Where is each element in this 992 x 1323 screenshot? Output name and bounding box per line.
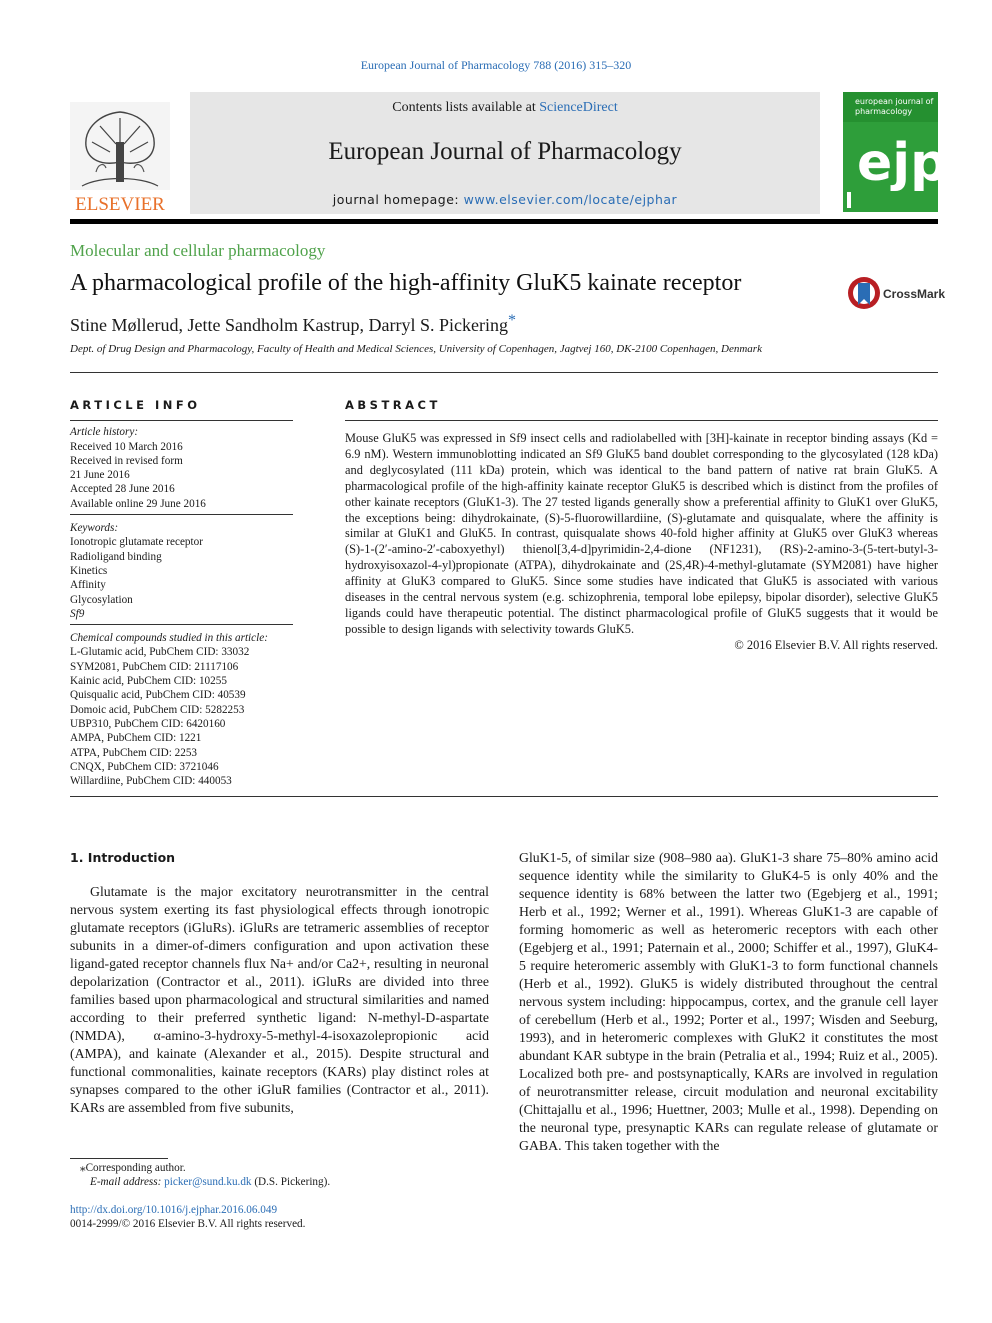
compound-item: AMPA, PubChem CID: 1221	[70, 732, 202, 745]
abstract-column	[345, 398, 938, 654]
article-history	[70, 425, 293, 511]
compound-item: UBP310, PubChem CID: 6420160	[70, 717, 226, 730]
keyword-item: Radioligand binding	[70, 550, 162, 563]
header-rule	[70, 219, 938, 224]
footnote-rule	[70, 1158, 168, 1159]
author-list	[70, 312, 516, 336]
journal-cover-image[interactable]	[843, 92, 948, 212]
title-rule	[70, 372, 938, 373]
elsevier-tree-icon	[70, 102, 170, 214]
journal-homepage-line	[190, 192, 820, 207]
abstract-text: Mouse GluK5 was expressed in Sf9 insect cells and radiolabelled with [3H]-kainate in receptor binding assays (Kd = 6.9 nM). Western immunoblotting indicated an Sf9 GluK5 band doublet corresponding to the glycosylated (128 kDa) and deglycosylated (111 kDa) protein, which was identical to the band pattern of native rat brain GluK5. A pharmacological profile of the high-affinity kainate receptor GluK5 is described which is distinct from the profiles of other kainate receptors (GluK1-3). The 27 tested ligands generally show a preferential affinity to GluK1 over GluK5, the exceptions being: dihydrokainate, (S)-5-fluorowillardiine, (S)-glutamate and quisqualate, where the affinity is similar at GluK1 and GluK5. In contrast, quisqualate shows 40-fold higher affinity at GluK5 over GluK3 whereas (S)-1-(2′-amino-2′-caboxyethyl) thienol[3,4-d]pyrimidin-2,4-dione (NF1231), (RS)-2-amino-3-(5-tert-butyl-3-hydroxyisoxazol-4-yl)propionate (ATPA), dihydrokainate and (2S,4R)-4-methyl-glutamate (SYM2081) have higher affinity at GluK3 compared to GluK5. Since some studies have indicated that GluK5 is associated with various diseases in the central nervous system (e.g. schizophrenia, temporal lobe epilepsy, bipolar disorder), selective GluK5 ligands could have therapeutic potential. The distinct pharmacological profile of GluK5 suggests that it would be possible to design ligands with selectivity towards GluK5.	[345, 431, 938, 636]
homepage-prefix: journal homepage:	[332, 192, 464, 207]
corresponding-author-text: Corresponding author.	[85, 1162, 186, 1174]
compound-item: L-Glutamic acid, PubChem CID: 33032	[70, 646, 250, 659]
compound-item: Kainic acid, PubChem CID: 10255	[70, 675, 227, 688]
history-item: 21 June 2016	[70, 469, 130, 482]
crossmark-icon	[846, 275, 946, 311]
keywords-block	[70, 521, 293, 621]
compound-item: Quisqualic acid, PubChem CID: 40539	[70, 689, 246, 702]
compound-item: CNQX, PubChem CID: 3721046	[70, 760, 219, 773]
compounds-label: Chemical compounds studied in this article:	[70, 632, 268, 645]
corresponding-author-mark[interactable]: *	[507, 312, 516, 329]
ejp-cover-icon	[843, 92, 948, 212]
journal-banner	[190, 92, 820, 214]
email-note	[90, 1175, 330, 1189]
abstract-bottom-rule	[70, 796, 938, 797]
issn-copyright: 0014-2999/© 2016 Elsevier B.V. All rights reserved.	[70, 1218, 306, 1230]
history-label: Article history:	[70, 426, 139, 439]
email-label: E-mail address:	[90, 1176, 162, 1188]
journal-citation[interactable]: European Journal of Pharmacology 788 (2016) 315–320	[360, 58, 632, 72]
article-section-label: Molecular and cellular pharmacology	[70, 241, 326, 260]
abstract-heading: ABSTRACT	[345, 398, 441, 412]
journal-homepage-link[interactable]: www.elsevier.com/locate/ejphar	[463, 192, 678, 207]
history-item: Available online 29 June 2016	[70, 497, 206, 510]
keyword-item: Ionotropic glutamate receptor	[70, 536, 203, 549]
article-info-column	[70, 398, 293, 788]
compounds-block	[70, 631, 293, 788]
cover-title-line1: european journal of	[855, 97, 934, 106]
sciencedirect-link[interactable]: ScienceDirect	[539, 100, 618, 115]
email-suffix: (D.S. Pickering).	[254, 1176, 331, 1188]
cover-title-line2: pharmacology	[855, 107, 913, 116]
corresponding-author-note	[80, 1161, 186, 1175]
keyword-item: Affinity	[70, 579, 106, 592]
compounds-rule	[70, 624, 293, 625]
history-item: Accepted 28 June 2016	[70, 483, 175, 496]
history-item: Received 10 March 2016	[70, 440, 183, 453]
keyword-item: Sf9	[70, 607, 85, 620]
abstract-rule	[345, 420, 938, 421]
article-title: A pharmacological profile of the high-affinity GluK5 kainate receptor	[70, 270, 742, 296]
keyword-item: Kinetics	[70, 564, 108, 577]
journal-title: European Journal of Pharmacology	[328, 138, 682, 165]
elsevier-logo[interactable]	[70, 102, 170, 214]
journal-header	[70, 92, 820, 214]
introduction-heading: 1. Introduction	[70, 850, 176, 865]
body-right-column: GluK1-5, of similar size (908–980 aa). GluK1-3 share 75–80% amino acid sequence identity while the similarity to GluK4-5 is only 40% and the sequence identity is 68% between the latter two (Egebjerg et al., 1991; Herb et al., 1992; Werner et al., 1991). Whereas GluK1-3 are capable of forming homomeric as well as heteromeric receptors with each other (Egebjerg et al., 1991; Paternain et al., 2000; Schiffer et al., 1997), GluK4-5 require heteromeric assembly with GluK1-3 to form functional channels (Herb et al., 1992). GluK5 is widely distributed throughout the central nervous system including: hippocampus, cortex, and the granule cell layer of cerebellum (Herb et al., 1992; Porter et al., 1997; Wisden and Seeburg, 1993), and in heteromeric complexes with GluK2 it constitutes the most abundant KAR subtype in the brain (Petralia et al., 1994; Ruiz et al., 2005). Localized both pre- and postsynaptically, KARs are involved in regulation of neurotransmitter release, circuit modulation and neuronal excitability (Chittajallu et al., 1996; Huettner, 2003; Mulle et al., 1998). Depending on the neuronal type, presynaptic KARs can regulate release of glutamate or GABA. This taken together with the	[519, 850, 938, 1153]
crossmark-badge[interactable]	[846, 275, 946, 311]
article-info-rule	[70, 420, 293, 421]
author-names: Stine Møllerud, Jette Sandholm Kastrup, Darryl S. Pickering	[70, 315, 508, 335]
article-info-heading: ARTICLE INFO	[70, 398, 201, 412]
body-left-column: Glutamate is the major excitatory neurotransmitter in the central nervous system exerting its fast physiological effects through ionotropic glutamate receptors (iGluRs). iGluRs are tetrameric assemblies of receptor subunits in a dimer-of-dimers configuration and upon activation these ligand-gated receptor channels flux Na+ and/or Ca2+, resulting in neuronal depolarization (Contractor et al., 2011). iGluRs are divided into three families based upon pharmacological and structural similarities and named according to their preferred synthetic ligand: N-methyl-D-aspartate (NMDA), α-amino-3-hydroxy-5-methyl-4-isoxazolepropionic acid (AMPA), and kainate (Alexander et al., 2015). Despite structural and functional commonalities, kainate receptors (KARs) play distinct roles at synapses compared to the other iGluR families (Contractor et al., 2011). KARs are assembled from five subunits,	[70, 884, 489, 1115]
email-link[interactable]: picker@sund.ku.dk	[164, 1176, 252, 1188]
crossmark-label: CrossMark	[883, 287, 946, 301]
footnote-mark: ⁎	[80, 1162, 86, 1174]
contents-prefix: Contents lists available at	[392, 100, 540, 115]
compound-item: Domoic acid, PubChem CID: 5282253	[70, 703, 245, 716]
keywords-rule	[70, 514, 293, 515]
cover-logo: ejp	[857, 133, 948, 193]
compound-item: ATPA, PubChem CID: 2253	[70, 746, 198, 759]
elsevier-wordmark: ELSEVIER	[75, 194, 165, 215]
history-item: Received in revised form	[70, 454, 183, 467]
author-affiliation: Dept. of Drug Design and Pharmacology, Faculty of Health and Medical Sciences, University of Copenhagen, Jagtvej 160, DK-2100 Copenhagen, Denmark	[70, 343, 762, 355]
compound-item: Willardiine, PubChem CID: 440053	[70, 775, 232, 788]
keyword-item: Glycosylation	[70, 593, 133, 606]
keywords-label: Keywords:	[70, 522, 119, 535]
compound-item: SYM2081, PubChem CID: 21117106	[70, 660, 239, 673]
contents-available-line	[190, 100, 820, 116]
abstract-copyright: © 2016 Elsevier B.V. All rights reserved.	[734, 637, 938, 652]
doi-link[interactable]: http://dx.doi.org/10.1016/j.ejphar.2016.06.049	[70, 1204, 278, 1216]
